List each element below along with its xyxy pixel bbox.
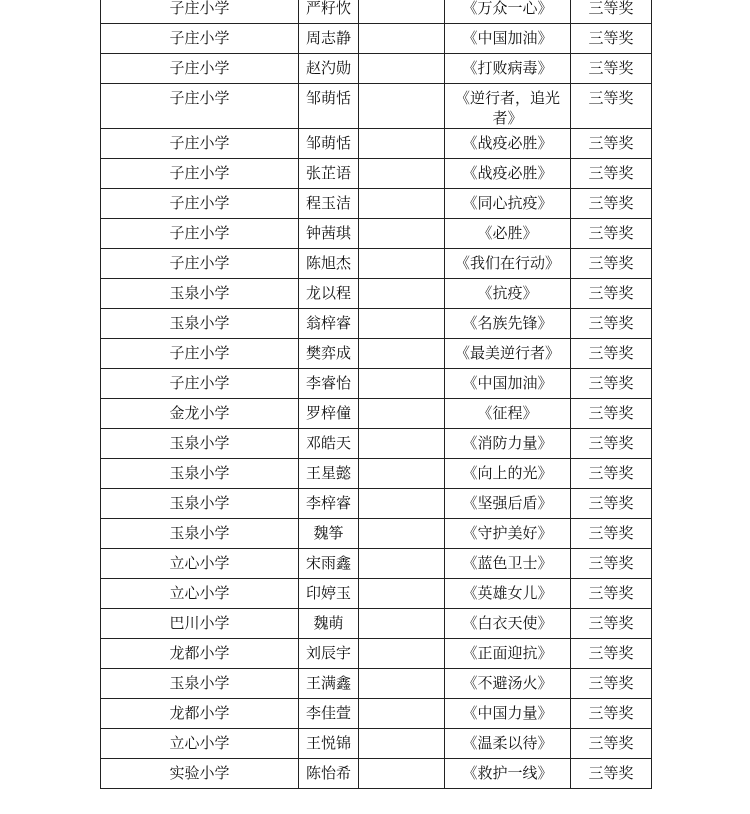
table-row	[101, 369, 652, 399]
student-name-cell: 张芷语	[299, 159, 359, 189]
table-row	[101, 489, 652, 519]
work-title-cell: 《最美逆行者》	[445, 339, 571, 369]
school-cell: 子庄小学	[101, 189, 299, 219]
work-title-cell: 《抗疫》	[445, 279, 571, 309]
table-row	[101, 639, 652, 669]
table-row	[101, 84, 652, 129]
empty-cell	[359, 189, 445, 219]
work-title-cell: 《逆行者，追光者》	[445, 84, 571, 129]
empty-cell	[359, 249, 445, 279]
award-cell: 三等奖	[571, 24, 652, 54]
student-name-cell: 李睿怡	[299, 369, 359, 399]
table-row	[101, 759, 652, 789]
award-cell: 三等奖	[571, 279, 652, 309]
student-name-cell: 印婷玉	[299, 579, 359, 609]
award-cell: 三等奖	[571, 159, 652, 189]
work-title-cell: 《不避汤火》	[445, 669, 571, 699]
award-cell: 三等奖	[571, 219, 652, 249]
empty-cell	[359, 759, 445, 789]
table-row	[101, 279, 652, 309]
award-cell: 三等奖	[571, 729, 652, 759]
award-cell: 三等奖	[571, 459, 652, 489]
table-row	[101, 249, 652, 279]
school-cell: 玉泉小学	[101, 309, 299, 339]
school-cell: 子庄小学	[101, 219, 299, 249]
student-name-cell: 邹萌恬	[299, 84, 359, 129]
school-cell: 龙都小学	[101, 699, 299, 729]
empty-cell	[359, 159, 445, 189]
empty-cell	[359, 24, 445, 54]
school-cell: 立心小学	[101, 729, 299, 759]
award-cell: 三等奖	[571, 669, 652, 699]
work-title-cell: 《消防力量》	[445, 429, 571, 459]
work-title-cell: 《白衣天使》	[445, 609, 571, 639]
school-cell: 玉泉小学	[101, 279, 299, 309]
table-row	[101, 189, 652, 219]
award-cell: 三等奖	[571, 369, 652, 399]
award-cell: 三等奖	[571, 309, 652, 339]
student-name-cell: 樊弈成	[299, 339, 359, 369]
award-cell: 三等奖	[571, 54, 652, 84]
student-name-cell: 魏萌	[299, 609, 359, 639]
award-cell: 三等奖	[571, 549, 652, 579]
school-cell: 玉泉小学	[101, 489, 299, 519]
empty-cell	[359, 699, 445, 729]
work-title-cell: 《必胜》	[445, 219, 571, 249]
student-name-cell: 魏筝	[299, 519, 359, 549]
award-cell: 三等奖	[571, 699, 652, 729]
award-cell: 三等奖	[571, 759, 652, 789]
award-cell: 三等奖	[571, 609, 652, 639]
table-row	[101, 669, 652, 699]
award-cell: 三等奖	[571, 84, 652, 129]
student-name-cell: 龙以程	[299, 279, 359, 309]
empty-cell	[359, 0, 445, 24]
student-name-cell: 赵汋勋	[299, 54, 359, 84]
student-name-cell: 罗梓僮	[299, 399, 359, 429]
award-cell: 三等奖	[571, 519, 652, 549]
school-cell: 子庄小学	[101, 159, 299, 189]
table-row	[101, 24, 652, 54]
award-table-body	[101, 0, 652, 789]
school-cell: 子庄小学	[101, 24, 299, 54]
student-name-cell: 翁梓睿	[299, 309, 359, 339]
school-cell: 玉泉小学	[101, 459, 299, 489]
table-row	[101, 729, 652, 759]
award-cell: 三等奖	[571, 0, 652, 24]
student-name-cell: 王悦锦	[299, 729, 359, 759]
table-row	[101, 129, 652, 159]
table-row	[101, 219, 652, 249]
table-row	[101, 579, 652, 609]
table-row	[101, 309, 652, 339]
table-row	[101, 159, 652, 189]
student-name-cell: 李梓睿	[299, 489, 359, 519]
empty-cell	[359, 219, 445, 249]
work-title-cell: 《英雄女儿》	[445, 579, 571, 609]
empty-cell	[359, 369, 445, 399]
work-title-cell: 《我们在行动》	[445, 249, 571, 279]
student-name-cell: 王满鑫	[299, 669, 359, 699]
table-row	[101, 519, 652, 549]
work-title-cell: 《同心抗疫》	[445, 189, 571, 219]
table-row	[101, 549, 652, 579]
school-cell: 玉泉小学	[101, 669, 299, 699]
empty-cell	[359, 54, 445, 84]
work-title-cell: 《温柔以待》	[445, 729, 571, 759]
award-cell: 三等奖	[571, 339, 652, 369]
work-title-cell: 《中国加油》	[445, 24, 571, 54]
school-cell: 玉泉小学	[101, 429, 299, 459]
student-name-cell: 刘辰宇	[299, 639, 359, 669]
empty-cell	[359, 609, 445, 639]
empty-cell	[359, 459, 445, 489]
empty-cell	[359, 669, 445, 699]
student-name-cell: 严籽忺	[299, 0, 359, 24]
student-name-cell: 钟茜琪	[299, 219, 359, 249]
school-cell: 实验小学	[101, 759, 299, 789]
student-name-cell: 王星懿	[299, 459, 359, 489]
student-name-cell: 陈怡希	[299, 759, 359, 789]
school-cell: 子庄小学	[101, 369, 299, 399]
work-title-cell: 《蓝色卫士》	[445, 549, 571, 579]
school-cell: 巴川小学	[101, 609, 299, 639]
school-cell: 子庄小学	[101, 84, 299, 129]
table-row	[101, 699, 652, 729]
work-title-cell: 《中国力量》	[445, 699, 571, 729]
work-title-cell: 《守护美好》	[445, 519, 571, 549]
school-cell: 子庄小学	[101, 339, 299, 369]
student-name-cell: 邓皓天	[299, 429, 359, 459]
table-row	[101, 0, 652, 24]
empty-cell	[359, 429, 445, 459]
student-name-cell: 陈旭杰	[299, 249, 359, 279]
work-title-cell: 《向上的光》	[445, 459, 571, 489]
award-cell: 三等奖	[571, 429, 652, 459]
school-cell: 立心小学	[101, 549, 299, 579]
school-cell: 子庄小学	[101, 0, 299, 24]
work-title-cell: 《打败病毒》	[445, 54, 571, 84]
school-cell: 立心小学	[101, 579, 299, 609]
work-title-cell: 《中国加油》	[445, 369, 571, 399]
school-cell: 子庄小学	[101, 54, 299, 84]
award-table-container	[100, 0, 651, 789]
award-cell: 三等奖	[571, 129, 652, 159]
empty-cell	[359, 729, 445, 759]
empty-cell	[359, 489, 445, 519]
student-name-cell: 周志静	[299, 24, 359, 54]
empty-cell	[359, 84, 445, 129]
table-row	[101, 609, 652, 639]
student-name-cell: 宋雨鑫	[299, 549, 359, 579]
work-title-cell: 《战疫必胜》	[445, 129, 571, 159]
empty-cell	[359, 309, 445, 339]
school-cell: 玉泉小学	[101, 519, 299, 549]
work-title-cell: 《坚强后盾》	[445, 489, 571, 519]
table-row	[101, 399, 652, 429]
table-row	[101, 429, 652, 459]
empty-cell	[359, 519, 445, 549]
school-cell: 子庄小学	[101, 129, 299, 159]
award-cell: 三等奖	[571, 639, 652, 669]
work-title-cell: 《救护一线》	[445, 759, 571, 789]
school-cell: 子庄小学	[101, 249, 299, 279]
award-cell: 三等奖	[571, 579, 652, 609]
empty-cell	[359, 129, 445, 159]
empty-cell	[359, 339, 445, 369]
empty-cell	[359, 639, 445, 669]
award-table	[100, 0, 652, 789]
work-title-cell: 《正面迎抗》	[445, 639, 571, 669]
award-cell: 三等奖	[571, 249, 652, 279]
table-row	[101, 54, 652, 84]
empty-cell	[359, 399, 445, 429]
student-name-cell: 李佳萱	[299, 699, 359, 729]
work-title-cell: 《战疫必胜》	[445, 159, 571, 189]
school-cell: 龙都小学	[101, 639, 299, 669]
empty-cell	[359, 279, 445, 309]
student-name-cell: 邹萌恬	[299, 129, 359, 159]
table-row	[101, 339, 652, 369]
work-title-cell: 《征程》	[445, 399, 571, 429]
award-cell: 三等奖	[571, 489, 652, 519]
student-name-cell: 程玉洁	[299, 189, 359, 219]
award-cell: 三等奖	[571, 399, 652, 429]
work-title-cell: 《万众一心》	[445, 0, 571, 24]
work-title-cell: 《名族先锋》	[445, 309, 571, 339]
empty-cell	[359, 579, 445, 609]
empty-cell	[359, 549, 445, 579]
award-cell: 三等奖	[571, 189, 652, 219]
school-cell: 金龙小学	[101, 399, 299, 429]
table-row	[101, 459, 652, 489]
